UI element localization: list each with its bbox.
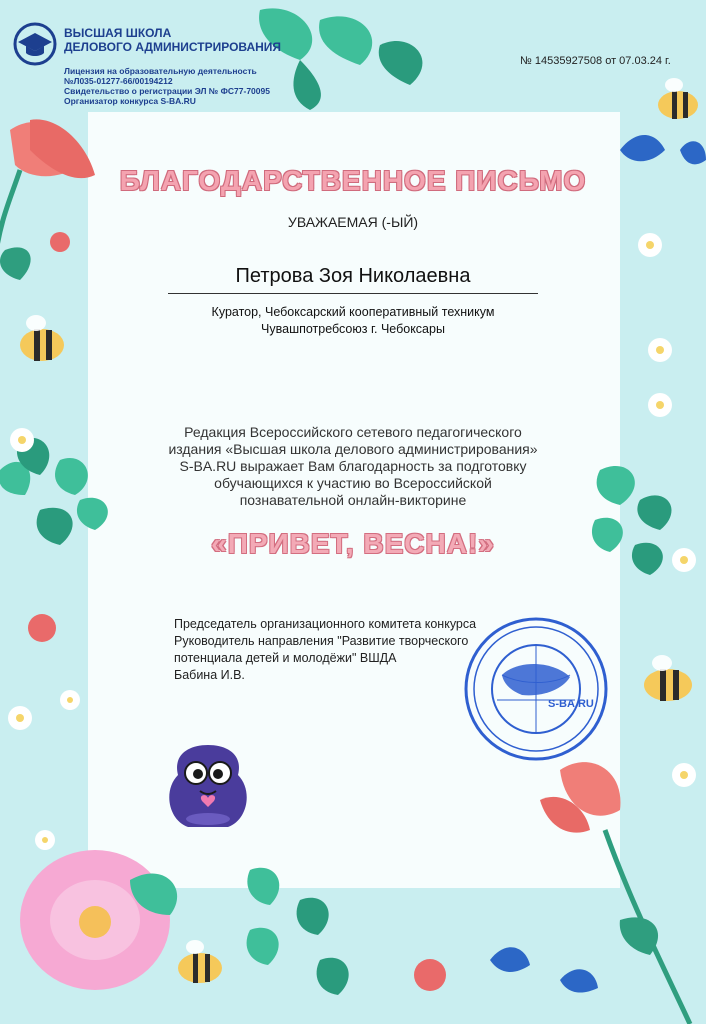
official-stamp [462, 615, 610, 763]
right-blue-flower [620, 135, 706, 164]
signature-line1: Председатель организационного комитета конкурса [174, 617, 477, 631]
organizer-line: Организатор конкурса S-BA.RU [64, 96, 196, 106]
org-name-line2: ДЕЛОВОГО АДМИНИСТРИРОВАНИЯ [64, 40, 282, 54]
license-line1: Лицензия на образовательную деятельность [64, 66, 257, 76]
recipient-position [0, 304, 706, 338]
bottom-blue-flower [490, 947, 598, 992]
signature-line2: Руководитель направления "Развитие творческого [174, 634, 469, 648]
position-line2: Чувашпотребсоюз г. Чебоксары [261, 322, 445, 336]
event-name: «ПРИВЕТ, ВЕСНА!» [211, 528, 495, 559]
body-line: издания «Высшая школа делового администрирования» [168, 441, 538, 457]
org-license-info [64, 66, 270, 106]
position-line1: Куратор, Чебоксарский кооперативный техникум [211, 305, 495, 319]
recipient-underline [168, 293, 538, 294]
org-logo-block [12, 22, 312, 112]
license-line2: №Л035-01277-66/00194212 [64, 76, 173, 86]
graduation-cap-icon [12, 22, 58, 66]
body-line: обучающихся к участию во Всероссийской [214, 475, 492, 491]
bottom-leaf-branch [247, 868, 349, 995]
body-line: S-BA.RU выражает Вам благодарность за подготовку [179, 458, 527, 474]
stamp-center-text: S-BA.RU [548, 698, 594, 710]
body-line: Редакция Всероссийского сетевого педагогического [184, 424, 522, 440]
signature-line3: потенциала детей и молодёжи" ВШДА [174, 651, 397, 665]
registration-line: Свидетельство о регистрации ЭЛ № ФС77-70095 [64, 86, 270, 96]
salutation: УВАЖАЕМАЯ (-ЫЙ) [287, 214, 419, 230]
bottom-pink-flower [20, 850, 177, 990]
document-number: № 14535927508 от 07.03.24 г. [520, 55, 671, 67]
letter-title: БЛАГОДАРСТВЕННОЕ ПИСЬМО [119, 165, 587, 196]
left-red-flower [0, 119, 95, 280]
signatory-name: Бабина И.В. [174, 668, 245, 682]
org-name [64, 26, 281, 54]
org-name-line1: ВЫСШАЯ ШКОЛА [64, 26, 172, 40]
signature-block [174, 616, 476, 684]
recipient-name: Петрова Зоя Николаевна [235, 265, 471, 287]
letter-body [0, 424, 706, 509]
body-line: познавательной онлайн-викторине [239, 492, 467, 508]
right-red-tulip [540, 762, 690, 1024]
monster-mascot [158, 735, 258, 835]
